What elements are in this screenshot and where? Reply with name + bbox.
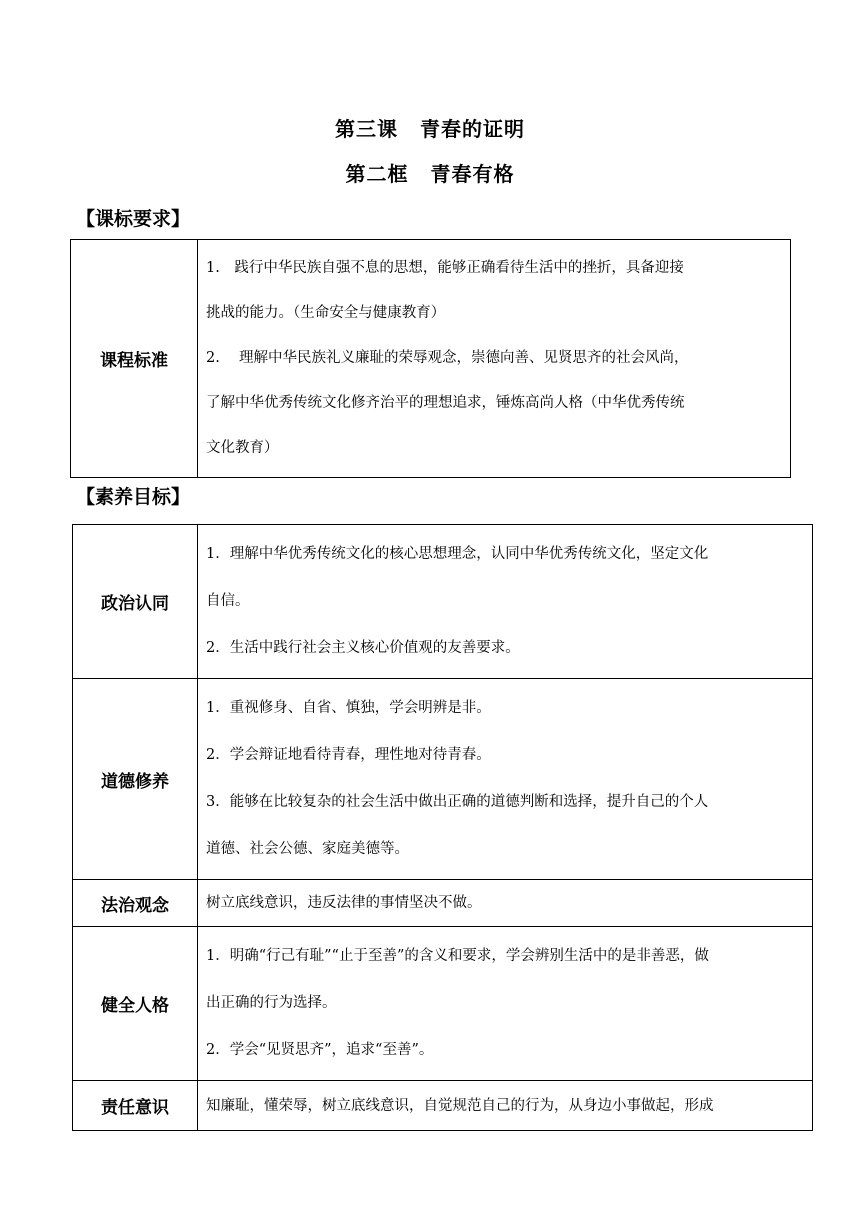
literacy-heading: 【素养目标】	[76, 486, 191, 508]
lesson-title-part1: 第三课	[335, 117, 398, 141]
literacy-label: 责任意识	[73, 1081, 198, 1131]
literacy-label: 法治观念	[73, 880, 198, 927]
curriculum-standard-label: 课程标准	[71, 240, 198, 478]
content-line: 知廉耻，懂荣辱，树立底线意识，自觉规范自己的行为，从身边小事做起，形成	[206, 1097, 714, 1114]
curriculum-standard-content	[198, 240, 791, 478]
literacy-label: 政治认同	[73, 525, 198, 679]
literacy-label: 健全人格	[73, 927, 198, 1081]
frame-title-part1: 第二框	[345, 162, 409, 186]
table-row	[73, 1081, 813, 1131]
content-line: 2．学会辩证地看待青春，理性地对待青春。	[206, 747, 491, 763]
frame-title-part2: 青春有格	[430, 162, 515, 186]
content-line: 道德、社会公德、家庭美德等。	[206, 841, 409, 857]
table-row	[71, 240, 791, 478]
table-row	[73, 927, 813, 1081]
content-line: 1．理解中华优秀传统文化的核心思想理念，认同中华优秀传统文化，坚定文化	[206, 546, 709, 562]
literacy-content	[198, 927, 813, 1081]
content-line: 1．重视修身、自省、慎独，学会明辨是非。	[206, 700, 491, 716]
literacy-goals-table	[72, 524, 813, 1131]
table-row	[73, 679, 813, 880]
content-line: 1．明确“行己有耻”“止于至善”的含义和要求，学会辨别生活中的是非善恶，做	[206, 948, 709, 964]
content-line: 树立底线意识，违反法律的事情坚决不做。	[206, 894, 482, 911]
lesson-title	[0, 113, 860, 142]
content-line: 2．学会“见贤思齐”，追求“至善”。	[206, 1042, 434, 1058]
content-line: 了解中华优秀传统文化修齐治平的理想追求，锤炼高尚人格（中华优秀传统	[206, 395, 685, 411]
table-row	[73, 880, 813, 927]
curriculum-standard-table	[70, 239, 791, 478]
literacy-content	[198, 679, 813, 880]
content-line: 自信。	[206, 593, 250, 609]
content-line: 挑战的能力。（生命安全与健康教育）	[206, 305, 446, 321]
content-line: 3．能够在比较复杂的社会生活中做出正确的道德判断和选择，提升自己的个人	[206, 794, 709, 810]
literacy-content	[198, 525, 813, 679]
lesson-title-part2: 青春的证明	[420, 117, 525, 141]
content-line: 出正确的行为选择。	[206, 995, 337, 1011]
literacy-content	[198, 880, 813, 927]
table-row	[73, 525, 813, 679]
frame-title	[0, 158, 860, 187]
content-line: 文化教育）	[206, 440, 279, 456]
content-line: 1. 践行中华民族自强不息的思想，能够正确看待生活中的挫折，具备迎接	[206, 260, 684, 276]
literacy-content	[198, 1081, 813, 1131]
content-line: 2．生活中践行社会主义核心价值观的友善要求。	[206, 640, 520, 656]
curriculum-heading: 【课标要求】	[76, 208, 191, 230]
content-line: 2. 理解中华民族礼义廉耻的荣辱观念，崇德向善、见贤思齐的社会风尚，	[206, 350, 689, 366]
literacy-label: 道德修养	[73, 679, 198, 880]
